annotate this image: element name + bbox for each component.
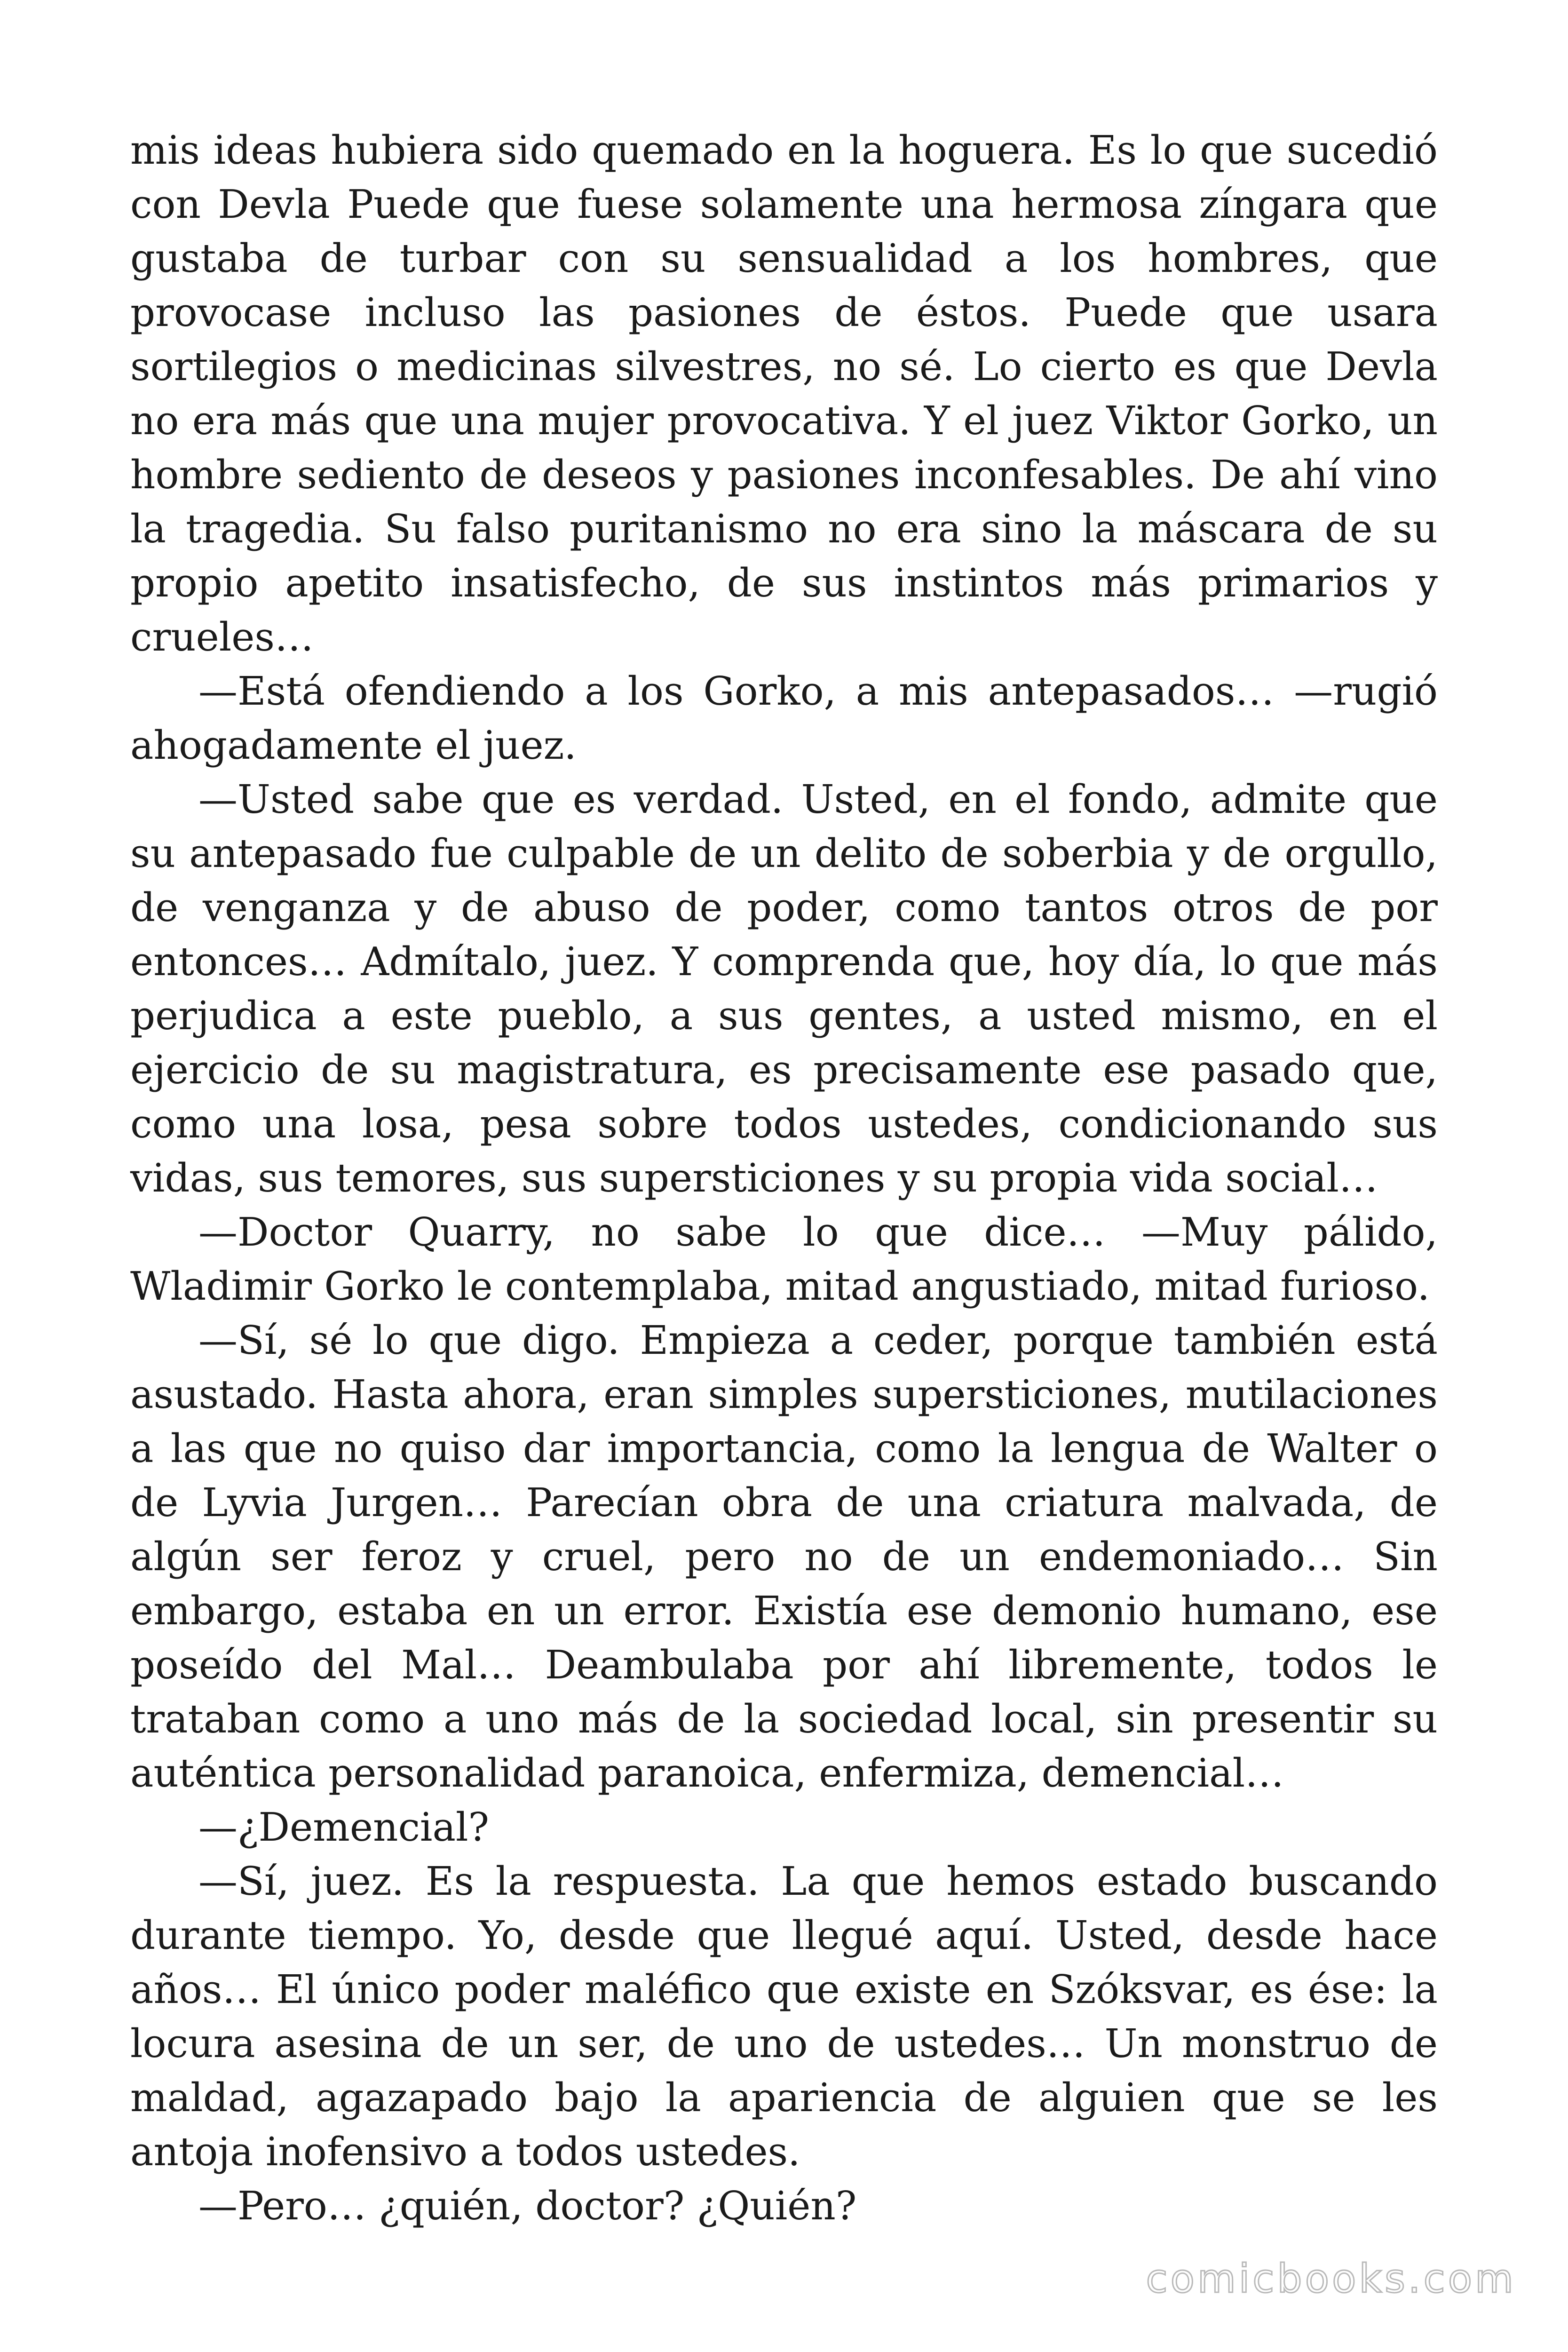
paragraph: —¿Demencial? (198, 1804, 490, 1850)
paragraph: —Doctor Quarry, no sabe lo que dice… —Muy pálido, Wladimir Gorko le contemplaba, mitad angustiado, mitad furioso. (130, 1209, 1438, 1309)
paragraph: —Está ofendiendo a los Gorko, a mis antepasados… —rugió ahogadamente el juez. (130, 668, 1438, 768)
body-text (130, 123, 1438, 2233)
paragraph: —Sí, juez. Es la respuesta. La que hemos estado buscando durante tiempo. Yo, desde que llegué aquí. Usted, desde hace años… El único poder maléfico que existe en Szóksvar, es ése: la locura asesina de un ser, de uno de ustedes… Un monstruo de maldad, agazapado bajo la apariencia de alguien que se les antoja inofensivo a todos ustedes. (130, 1859, 1438, 2175)
paragraph: —Usted sabe que es verdad. Usted, en el fondo, admite que su antepasado fue culpable de un delito de soberbia y de orgullo, de venganza y de abuso de poder, como tantos otros de por entonces… Admítalo, juez. Y comprenda que, hoy día, lo que más perjudica a este pueblo, a sus gentes, a usted mismo, en el ejercicio de su magistratura, es precisamente ese pasado que, como una losa, pesa sobre todos ustedes, condicionando sus vidas, sus temores, sus supersticiones y su propia vida social… (130, 777, 1438, 1201)
watermark: comicbooks.com (1146, 2256, 1516, 2302)
paragraph: —Pero… ¿quién, doctor? ¿Quién? (198, 2183, 857, 2229)
paragraph: mis ideas hubiera sido quemado en la hoguera. Es lo que sucedió con Devla Puede que fuese solamente una hermosa zíngara que gustaba de turbar con su sensualidad a los hombres, que provocase incluso las pasiones de éstos. Puede que usara sortilegios o medicinas silvestres, no sé. Lo cierto es que Devla no era más que una mujer provocativa. Y el juez Viktor Gorko, un hombre sediento de deseos y pasiones inconfesables. De ahí vino la tragedia. Su falso puritanismo no era sino la máscara de su propio apetito insatisfecho, de sus instintos más primarios y crueles… (130, 127, 1438, 660)
paragraph: —Sí, sé lo que digo. Empieza a ceder, porque también está asustado. Hasta ahora, eran simples supersticiones, mutilaciones a las que no quiso dar importancia, como la lengua de Walter o de Lyvia Jurgen… Parecían obra de una criatura malvada, de algún ser feroz y cruel, pero no de un endemoniado… Sin embargo, estaba en un error. Existía ese demonio humano, ese poseído del Mal… Deambulaba por ahí libremente, todos le trataban como a uno más de la sociedad local, sin presentir su auténtica personalidad paranoica, enfermiza, demencial… (130, 1318, 1438, 1796)
